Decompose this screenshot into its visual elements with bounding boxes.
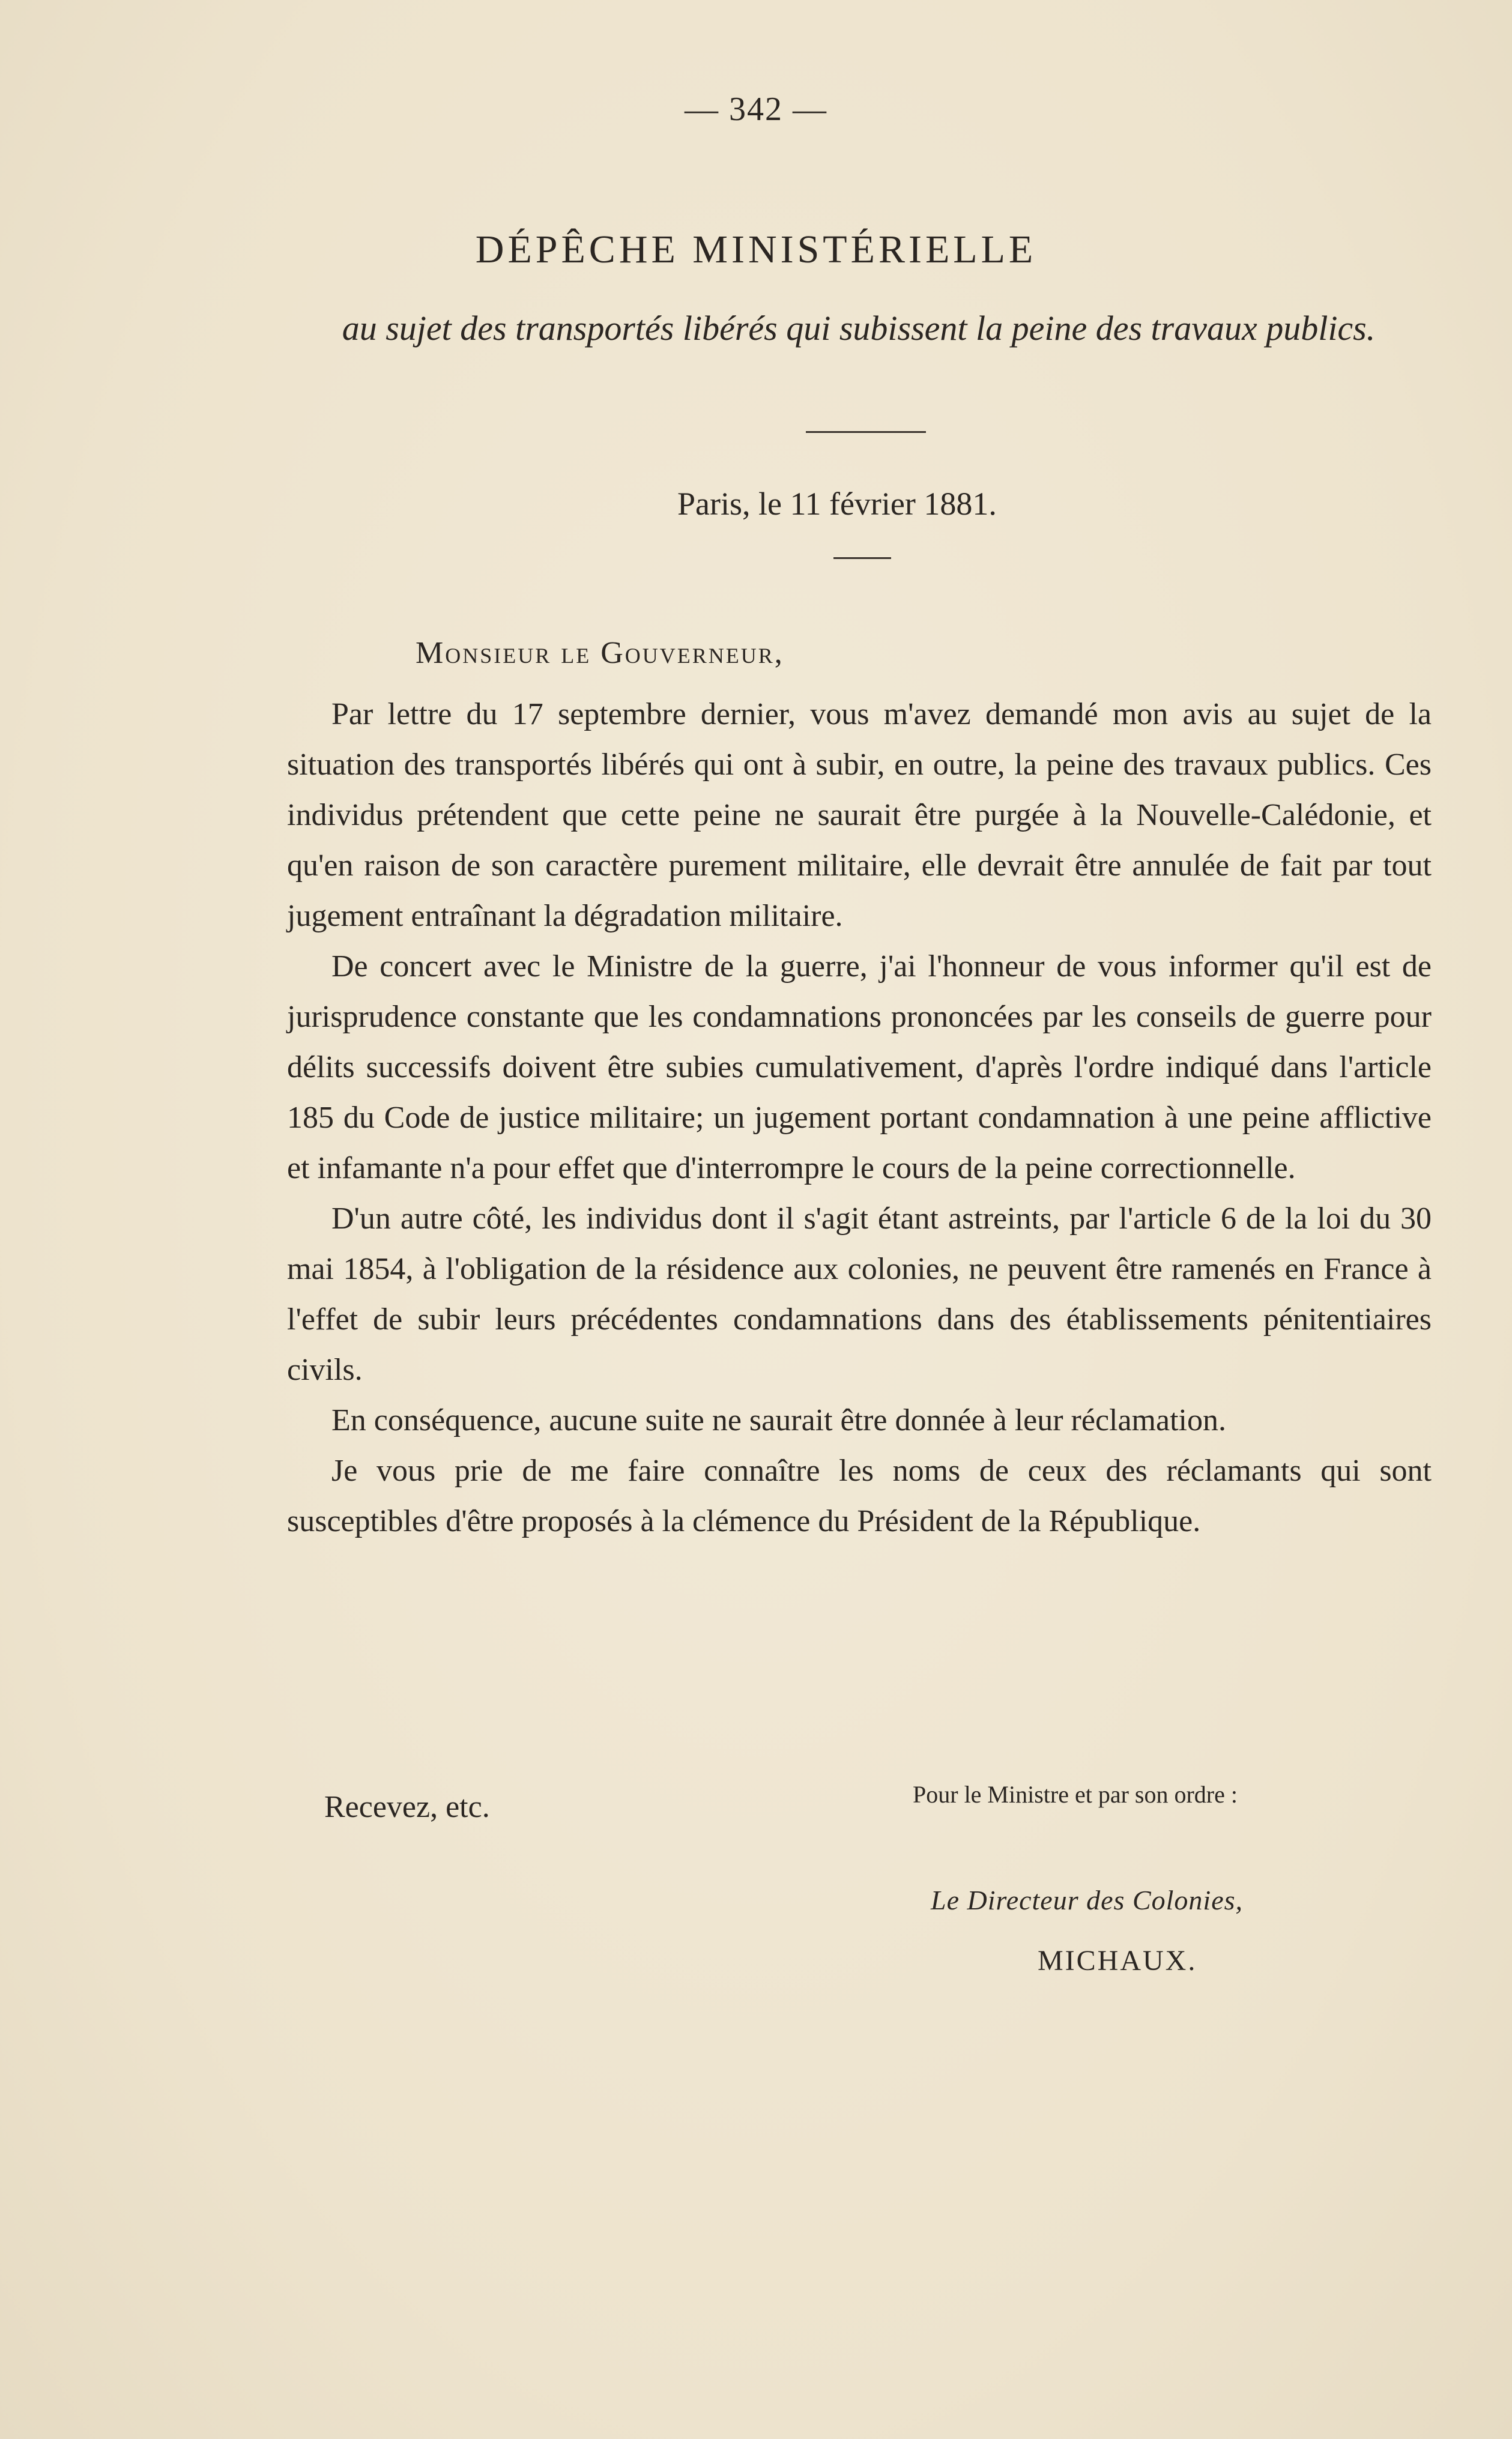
paragraph: Je vous prie de me faire connaître les noms de ceux des réclamants qui sont susceptibles d'être proposés à la clémence du Président de la République. [287,1454,1432,1538]
signature-title: Le Directeur des Colonies, [931,1885,1244,1915]
dateline: Paris, le 11 février 1881. [677,486,997,522]
title-divider [806,431,926,433]
signature-authority-line: Pour le Ministre et par son ordre : [913,1781,1238,1808]
letter-body [287,689,1432,1547]
paragraph: D'un autre côté, les individus dont il s'agit étant astreints, par l'article 6 de la loi du 30 mai 1854, à l'obligation de la résidence aux colonies, ne peuvent être ramenés en France à l'effet de subir leurs précédentes condamnations dans des établissements pénitentiaires civils. [287,1201,1432,1387]
paragraph: De concert avec le Ministre de la guerre, j'ai l'honneur de vous informer qu'il est de jurisprudence constante que les condamnations prononcées par les conseils de guerre pour délits successifs doivent être subies cumulativement, d'après l'ordre indiqué dans l'article 185 du Code de justice militaire; un jugement portant condamnation à une peine afflictive et infamante n'a pour effet que d'interrompre le cours de la peine correctionnelle. [287,949,1432,1185]
closing: Recevez, etc. [324,1790,490,1824]
document-title: DÉPÊCHE MINISTÉRIELLE [475,228,1037,271]
salutation: Monsieur le Gouverneur, [416,636,784,670]
signature-name: MICHAUX. [1038,1945,1197,1977]
page-number: — 342 — [685,91,827,128]
paragraph: En conséquence, aucune suite ne saurait être donnée à leur réclamation. [331,1403,1226,1437]
date-divider [833,557,891,559]
paragraph: Par lettre du 17 septembre dernier, vous m'avez demandé mon avis au sujet de la situation des transportés libérés qui ont à subir, en outre, la peine des travaux publics. Ces individus prétendent que cette peine ne saurait être purgée à la Nouvelle-Calédonie, et qu'en raison de son caractère purement militaire, elle devrait être annulée de fait par tout jugement entraînant la dégradation militaire. [287,697,1432,933]
document-subtitle: au sujet des transportés libérés qui subissent la peine des travaux publics. [342,309,1376,348]
